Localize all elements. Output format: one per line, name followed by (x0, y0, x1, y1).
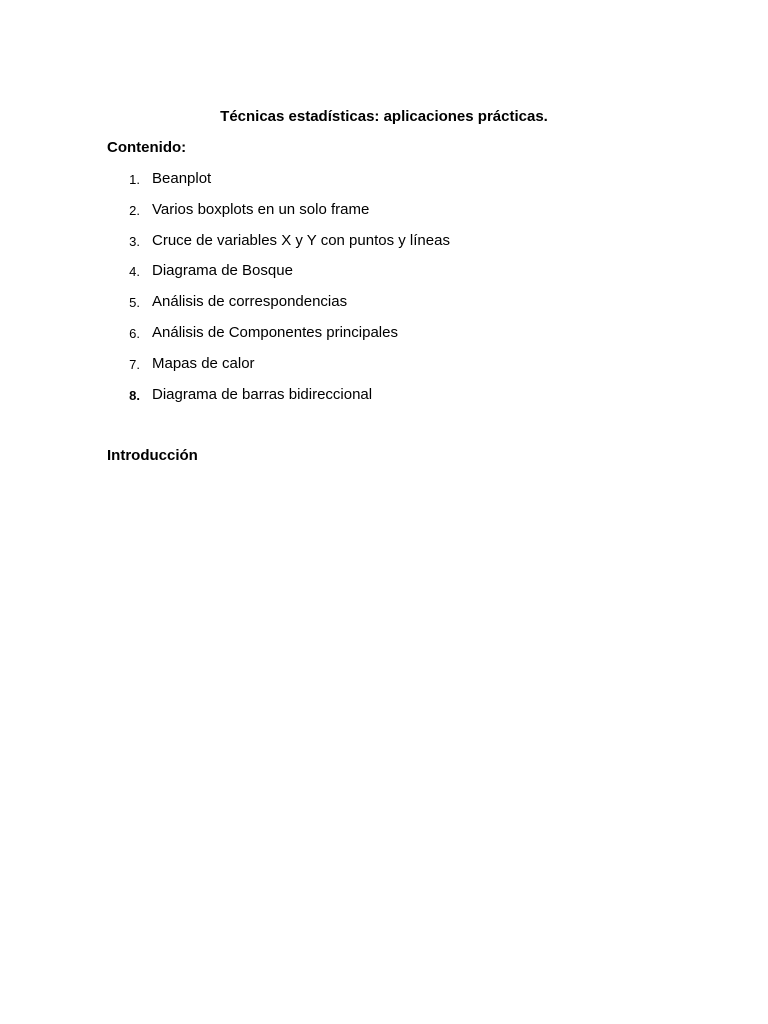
toc-item-label: Cruce de variables X y Y con puntos y líneas (152, 231, 450, 249)
toc-item-label: Diagrama de Bosque (152, 262, 293, 280)
toc-item-label: Diagrama de barras bidireccional (152, 385, 373, 403)
toc-item-label: Beanplot (152, 170, 212, 187)
toc-item-number: 6. (129, 325, 140, 341)
toc-item-number: 3. (129, 233, 140, 249)
toc-item-number: 4. (129, 264, 140, 280)
section-heading-introduction: Introducción (107, 447, 198, 464)
toc-item-number: 1. (129, 172, 140, 187)
toc-item-number: 8. (129, 387, 140, 403)
toc-item-number: 5. (129, 295, 140, 311)
toc-item-label: Análisis de Componentes principales (152, 323, 398, 341)
toc-item-label: Mapas de calor (152, 354, 255, 372)
contents-heading: Contenido: (107, 139, 187, 156)
toc-item-label: Varios boxplots en un solo frame (152, 200, 370, 218)
toc-item-label: Análisis de correspondencias (152, 293, 348, 311)
document-title: Técnicas estadísticas: aplicaciones prácticas. (220, 108, 548, 125)
toc-item-number: 2. (129, 202, 140, 218)
toc-item-number: 7. (129, 356, 140, 372)
